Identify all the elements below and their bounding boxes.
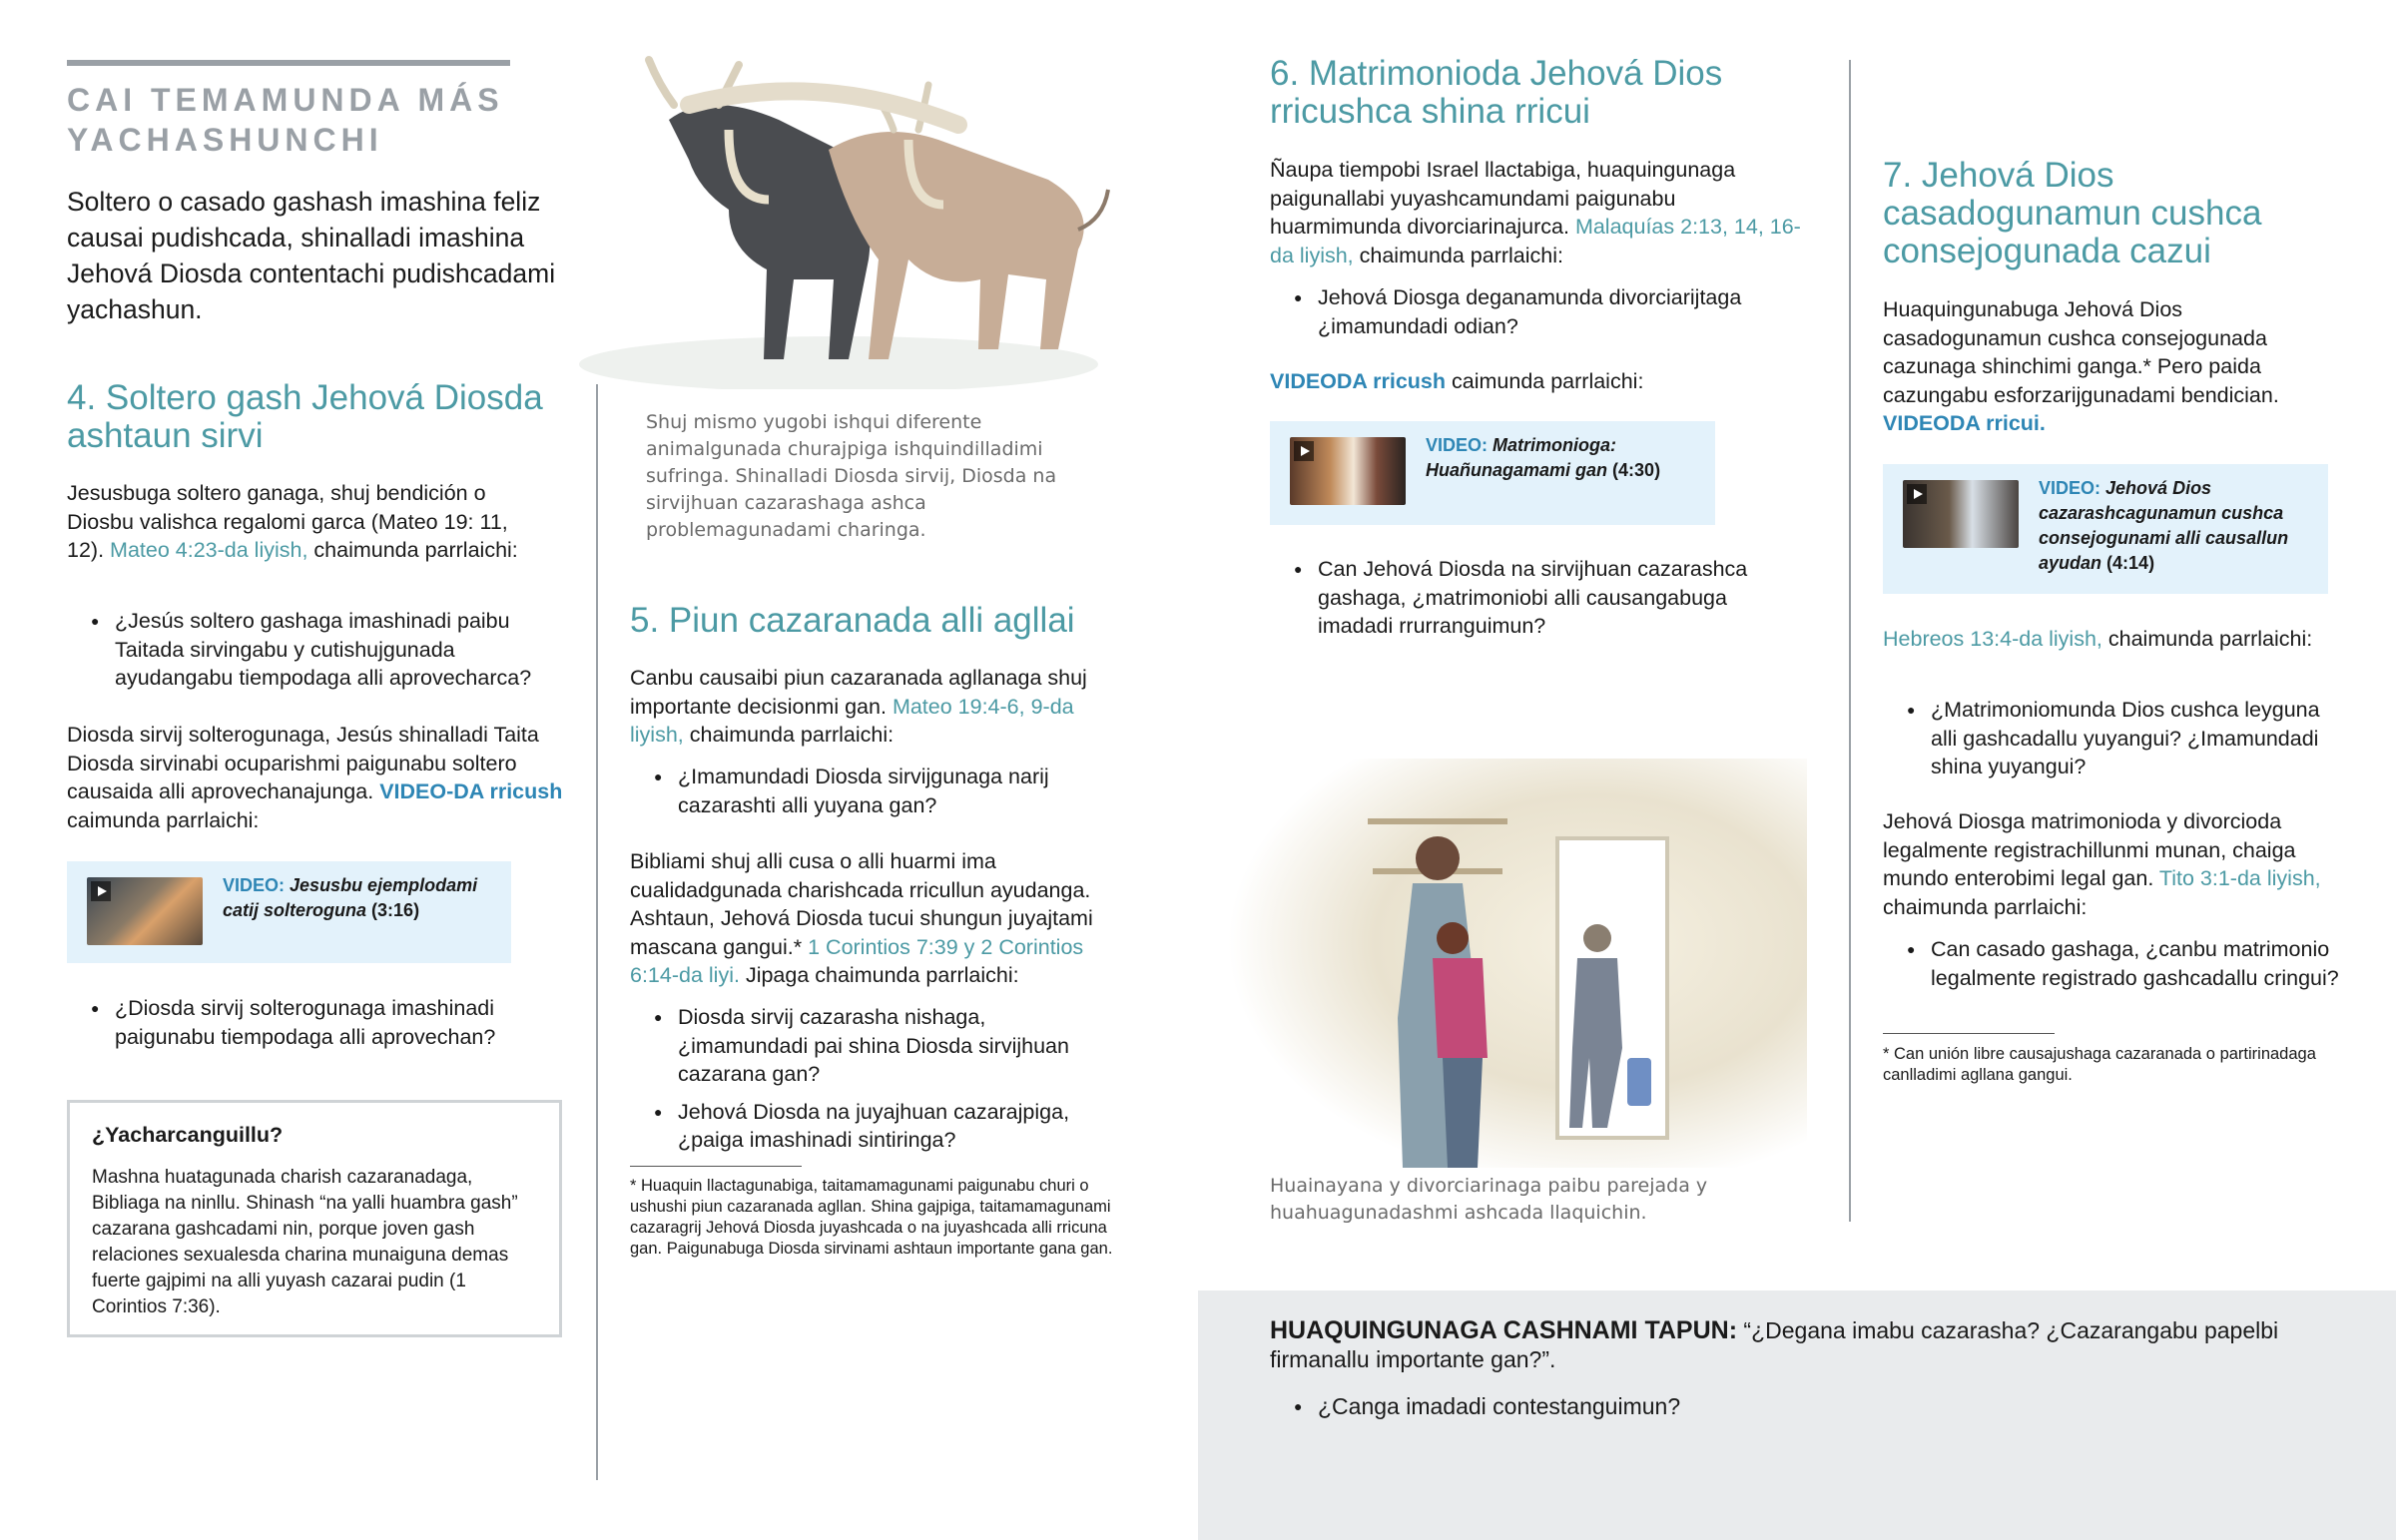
discussion-question: ● Can casado gashaga, ¿canbu matrimonio legalmente registrado gashcadallu cringui? — [1883, 935, 2342, 992]
para-text: caimunda parrlaichi: — [67, 807, 260, 832]
footnote: * Can unión libre causajushaga cazaranada o partirinadaga canlladimi agllana gangui. — [1883, 1045, 2316, 1084]
para-text: Canbu causaibi piun cazaranada agllanaga shuj importante decisionmi gan. — [630, 666, 1087, 719]
video-duration: (4:14) — [2106, 553, 2155, 573]
section-4-title: 4. Soltero gash Jehová Diosda ashtaun sirvi — [67, 378, 543, 455]
para-text: Diosda sirvij solterogunaga, Jesús shinalladi Taita Diosda sirvinabi ocuparishmi paigunabu soltero causaida alli aprovechanajunga. — [67, 723, 539, 803]
video-caption — [223, 873, 502, 923]
section-5-bullets-2 — [630, 1003, 1119, 1155]
scripture-link[interactable]: Tito 3:1-da liyish, — [2158, 866, 2321, 890]
play-icon[interactable] — [1294, 441, 1314, 461]
para-text: Jehová Diosga matrimonioda y divorcioda legalmente registrachillunmi munan, chaiga mundo enterobimi legal gan. — [1883, 809, 2296, 890]
video-thumbnail[interactable] — [1903, 480, 2019, 548]
section-7-paragraph-1 — [1883, 295, 2332, 438]
column-divider — [596, 384, 598, 1480]
section-7-title: 7. Jehová Dios casadogunamun cushca consejogunada cazui — [1883, 156, 2262, 270]
section-4-paragraph-2 — [67, 721, 566, 834]
para-text: Jipaga chaimunda parrlaichi: — [745, 963, 1019, 987]
para-text: chaimunda parrlaichi: — [1883, 894, 2088, 919]
section-6-video-prompt — [1270, 367, 1789, 396]
para-text: Ñaupa tiempobi Israel llactabiga, huaquingunaga paigunallabi yuyashcamundami paigunabu huarmimunda divorciarinajurca. — [1270, 158, 1736, 239]
scripture-link[interactable]: Hebreos 13:4-da liyish, — [1883, 627, 2102, 651]
discussion-question: ● ¿Imamundadi Diosda sirvijgunaga narij cazarashti alli yuyana gan? — [630, 763, 1119, 819]
para-text: chaimunda parrlaichi: — [689, 723, 895, 747]
section-5-title: 5. Piun cazaranada alli agllai — [630, 601, 1075, 640]
video-caption — [1426, 433, 1705, 483]
video-label: VIDEO: — [1426, 435, 1489, 455]
video-title: Jehová Dios cazarashcagunamun cushca consejogunami alli causallun ayudan — [2039, 478, 2289, 573]
discussion-question: ● Jehová Diosda na juyajhuan cazarajpiga, ¿paiga imashinadi sintiringa? — [630, 1098, 1119, 1155]
video-duration: (4:30) — [1612, 460, 1661, 480]
video-title: Matrimonioga: Huañunagamami gan — [1426, 435, 1617, 480]
discussion-question: ● ¿Canga imadadi contestanguimun? — [1270, 1392, 2268, 1421]
column-divider — [1849, 60, 1851, 1222]
bottom-bullets — [1270, 1392, 2268, 1421]
section-6-paragraph-1 — [1270, 156, 1805, 269]
section-7-bullets-2 — [1883, 935, 2342, 992]
section-5-paragraph-1 — [630, 664, 1124, 750]
para-text: chaimunda parrlaichi: — [313, 538, 518, 562]
video-title: Jesusbu ejemplodami catij solteroguna — [223, 875, 478, 920]
section-4-bullets-1 — [67, 607, 556, 693]
video-caption — [2039, 476, 2318, 576]
discussion-question: ● ¿Jesús soltero gashaga imashinadi paibu Taitada sirvingabu y cutishujgunada ayudangabu tiempodaga alli aprovecharca? — [67, 607, 556, 693]
did-you-know-box — [67, 1100, 562, 1337]
section-7-bullets-1 — [1883, 696, 2342, 781]
divorce-image-caption: Huainayana y divorciarinaga paibu parejada y huahuagunadashmi ashcada llaquichin. — [1270, 1175, 1708, 1224]
video-thumbnail[interactable] — [87, 877, 203, 945]
oxen-yoke-illustration — [579, 30, 1118, 389]
scripture-link[interactable]: Mateo 19:4-6, 9-da liyish, — [630, 694, 1074, 747]
video-box-2[interactable] — [1270, 421, 1715, 525]
bottom-question-bar — [1198, 1290, 2396, 1540]
video-link[interactable]: VIDEO-DA rricush — [379, 779, 563, 803]
para-text: Jesusbuga soltero ganaga, shuj bendición o Diosbu valishca regalomi garca (Mateo 19: 11, 12). — [67, 481, 508, 562]
bottom-question — [1270, 1316, 2348, 1374]
para-text: Huaquingunabuga Jehová Dios casadogunamun cushca consejogunada cazunaga shinchimi ganga.* Pero paida cazungabu esforzarijgunadami bendician. — [1883, 297, 2279, 407]
para-text: Bibliami shuj alli cusa o alli huarmi ima cualidadgunada charishcada rricullun ayudanga. Ashtaun, Jehová Diosda tucui shungun juyajtami mascana gangui.* — [630, 849, 1093, 959]
video-duration: (3:16) — [371, 900, 420, 920]
para-text: chaimunda parrlaichi: — [1359, 243, 1563, 267]
discussion-question: ● ¿Matrimoniomunda Dios cushca leyguna alli gashcadallu yuyangui? ¿Imamundadi shina yuyangui? — [1883, 696, 2342, 781]
heading-line-2: YACHASHUNCHI — [67, 122, 383, 158]
video-box-1[interactable] — [67, 861, 511, 963]
scripture-link[interactable]: 1 Corintios 7:39 y 2 Corintios 6:14-da liyi. — [630, 934, 1084, 987]
bottom-quote: “¿Degana imabu cazarasha? ¿Cazarangabu papelbi firmanallu importante gan?”. — [1270, 1317, 2279, 1372]
section-7-paragraph-3 — [1883, 807, 2337, 921]
section-heading — [67, 80, 504, 160]
section-4-paragraph-1 — [67, 479, 526, 565]
section-6-bullets-2 — [1270, 555, 1799, 641]
section-4-bullets-2 — [67, 994, 556, 1051]
discussion-question: ● Diosda sirvij cazarasha nishaga, ¿imamundadi pai shina Diosda sirvijhuan cazarana gan? — [630, 1003, 1119, 1089]
video-thumbnail[interactable] — [1290, 437, 1406, 505]
footnote-rule — [630, 1166, 802, 1167]
bottom-label: HUAQUINGUNAGA CASHNAMI TAPUN: — [1270, 1316, 1738, 1344]
section-6-title: 6. Matrimonioda Jehová Dios rricushca shina rricui — [1270, 54, 1723, 131]
video-label: VIDEO: — [2039, 478, 2101, 498]
section-6-bullets-1 — [1270, 283, 1789, 340]
section-5-bullets-1 — [630, 763, 1119, 819]
scripture-link[interactable]: Malaquías 2:13, 14, 16-da liyish, — [1270, 215, 1801, 267]
discussion-question: ● Jehová Diosga deganamunda divorciarijtaga ¿imamundadi odian? — [1270, 283, 1789, 340]
para-text: caimunda parrlaichi: — [1452, 369, 1644, 393]
box-text: Mashna huatagunada charish cazaranadaga, Bibliaga na ninllu. Shinash “na yalli huambra gash” cazarana gashcadami nin, porque joven gash relaciones sexualesda charina munaiguna demas fuerte gajpimi na alli yuyash cazarai pudin (1 Corintios 7:36). — [92, 1167, 518, 1317]
play-icon[interactable] — [91, 881, 111, 901]
discussion-question: ● ¿Diosda sirvij solterogunaga imashinadi paigunabu tiempodaga alli aprovechan? — [67, 994, 556, 1051]
scripture-link[interactable]: Mateo 4:23-da liyish, — [110, 538, 308, 562]
footnote-rule — [1883, 1033, 2055, 1034]
oxen-image-caption: Shuj mismo yugobi ishqui diferente animalgunada churajpiga ishquindilladimi sufringa. Shinalladi Diosda sirvij, Diosda na sirvijhuan cazarashaga ashca problemagunadami charinga. — [646, 411, 1057, 541]
heading-rule — [67, 60, 510, 66]
discussion-question: ● Can Jehová Diosda na sirvijhuan cazarashca gashaga, ¿matrimoniobi alli causangabuga imadadi rrurranguimun? — [1270, 555, 1799, 641]
video-box-3[interactable] — [1883, 464, 2328, 594]
box-title: ¿Yacharcanguillu? — [92, 1123, 284, 1147]
section-7-paragraph-2 — [1883, 625, 2332, 654]
video-link[interactable]: VIDEODA rricui. — [1883, 411, 2046, 435]
play-icon[interactable] — [1907, 484, 1927, 504]
footnote: * Huaquin llactagunabiga, taitamamagunami paigunabu churi o ushushi piun cazaranada agllan. Shina gajpiga, taitamamagunami cazaragrij Jehová Diosda juyashcada o na juyashcada alli rricuna gan. Paigunabuga Diosda sirvinami ashtaun importante gana gan. — [630, 1177, 1113, 1258]
para-text: chaimunda parrlaichi: — [2107, 627, 2313, 651]
divorce-illustration — [1198, 759, 1807, 1168]
video-label: VIDEO: — [223, 875, 286, 895]
section-5-paragraph-2 — [630, 847, 1124, 990]
intro-text: Soltero o casado gashash imashina feliz causai pudishcada, shinalladi imashina Jehová Diosda contentachi pudishcadami yachashun. — [67, 187, 556, 324]
heading-line-1: CAI TEMAMUNDA MÁS — [67, 82, 504, 118]
video-link[interactable]: VIDEODA rricush — [1270, 369, 1447, 393]
